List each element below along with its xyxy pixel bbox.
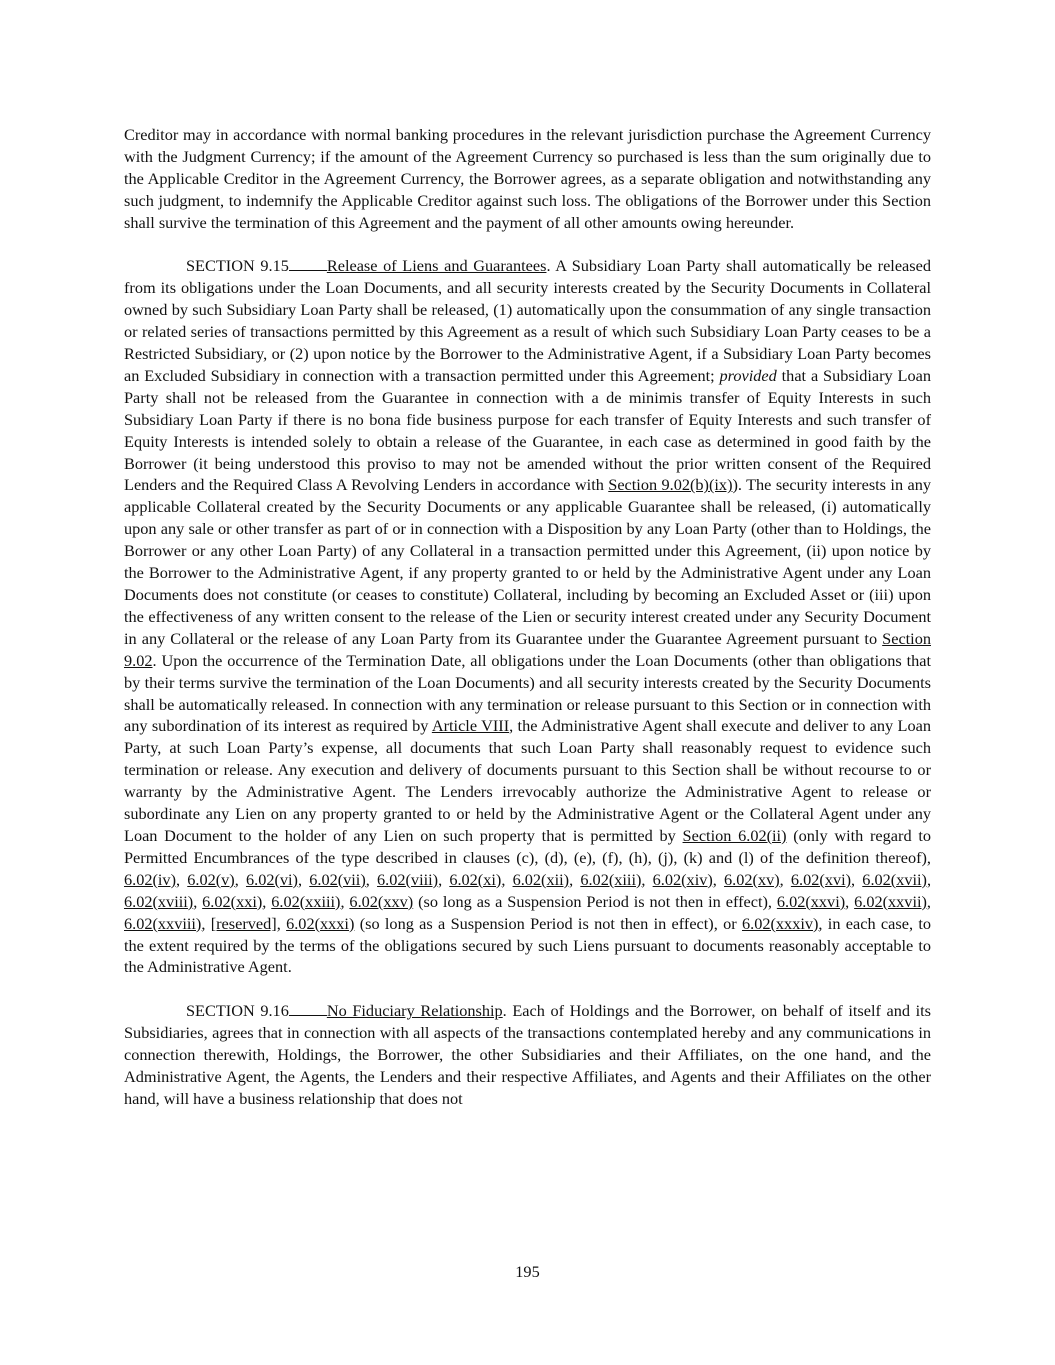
cross-reference-link: 6.02(xvii) [862,869,927,889]
cross-reference-link: [reserved] [210,913,277,933]
section-text: (so long as a Suspension Period is not then in effect), or [354,913,742,933]
page-number: 195 [515,1262,540,1281]
section-9-15-title: Release of Liens and Guarantees [326,256,547,276]
section-text: , in each case, to the extent required by the terms of the obligations secured by such Liens pursuant to documents reasonably acceptable to the Administrative Agent. [124,913,931,977]
cross-reference-link: 6.02(xi) [449,869,502,889]
cross-reference-link: 6.02(xxvii) [854,891,927,911]
provided-term: provided [719,365,777,385]
paragraph-judgment-currency: Creditor may in accordance with normal banking procedures in the relevant jurisdiction purchase the Agreement Currency with the Judgment Currency; if the amount of the Agreement Currency so purchased is less than the sum originally due to the Applicable Creditor in the Agreement Currency, the Borrower agrees, as a separate obligation and notwithstanding any such judgment, to indemnify the Applicable Creditor against such loss. The obligations of the Borrower under this Section shall survive the termination of this Agreement and the payment of all other amounts owing hereunder. [124,125,931,232]
cross-reference-link: 6.02(viii) [377,869,439,889]
cross-reference-link: 6.02(xxi) [202,891,263,911]
section-text: . A Subsidiary Loan Party shall automatically be released from its obligations under the Loan Documents, and all security interests created by the Security Documents in Collateral owned by such Subsidiary Loan Party shall be released, (1) automatically upon the consummation of any single transaction or related series of transactions permitted by this Agreement as a result of which such Subsidiary Loan Party ceases to be a Restricted Subsidiary, or (2) upon notice by the Borrower to the Administrative Agent, if a Subsidiary Loan Party becomes an Excluded Subsidiary in connection with a transaction permitted under this Agreement; [124,256,931,385]
cross-reference-link: 6.02(xviii) [124,891,194,911]
section-gap [289,1000,327,1016]
cross-reference-link: Article VIII [431,716,510,736]
section-gap [289,255,327,271]
document-page [124,124,931,1132]
section-9-16-number: SECTION 9.16 [186,1001,289,1021]
section-text: . Upon the occurrence of the Termination Date, all obligations under the Loan Documents (other than obligations that by their terms survive the termination of the Loan Documents) and all security interests created by the Security Documents shall be automatically released. In connection with any termination or release pursuant to this Section or in connection with any subordination of its interest as required by [124,650,931,736]
cross-reference-link: 6.02(xxviii) [124,913,202,933]
cross-reference-link: 6.02(xxiii) [271,891,341,911]
cross-reference-link: 6.02(vii) [309,869,366,889]
cross-reference-link: Section 9.02 [124,628,931,670]
cross-reference-link: Section 6.02(ii) [682,825,787,845]
section-text: . Each of Holdings and the Borrower, on behalf of itself and its Subsidiaries, agrees that in connection with all aspects of the transactions contemplated hereby and any communications in connection therewith, Holdings, the Borrower, the other Subsidiaries and their Affiliates, on the one hand, and the Administrative Agent, the Agents, the Lenders and their respective Affiliates, and Agents and their Affiliates on the other hand, will have a business relationship that does not [124,1001,931,1108]
section-9-16 [124,1000,931,1110]
section-text: (so long as a Suspension Period is not then in effect), [413,891,777,911]
cross-reference-link: 6.02(xiv) [652,869,713,889]
cross-reference-link: 6.02(xvi) [790,869,852,889]
cross-reference-link: 6.02(vi) [245,869,298,889]
section-text: ). The security interests in any applicable Collateral created by the Security Documents or any applicable Guarantee shall be released, (i) automatically upon any sale or other transfer as part of or in connection with a Disposition by any Loan Party (other than to Holdings, the Borrower or any other Loan Party) of any Collateral in a transaction permitted under this Agreement, (ii) upon notice by the Borrower to the Administrative Agent, if any property granted to or held by the Administrative Agent under any Loan Documents does not constitute (or ceases to constitute) Collateral, including by becoming an Excluded Asset or (iii) upon the effectiveness of any written consent to the release of the Lien or security interest created under any Security Document in any Collateral or the release of any Loan Party from its Guarantee under the Guarantee Agreement pursuant to [124,475,931,648]
section-9-16-title: No Fiduciary Relationship [326,1001,503,1021]
cross-reference-link: 6.02(xxxi) [286,913,355,933]
cross-reference-link: 6.02(iv) [124,869,176,889]
cross-reference-link: 6.02(v) [187,869,235,889]
cross-reference-link: Section 9.02(b)(ix) [608,475,733,495]
cross-reference-link: 6.02(xii) [512,869,570,889]
cross-reference-link: 6.02(xxvi) [776,891,846,911]
section-text: , the Administrative Agent shall execute and deliver to any Loan Party, at such Loan Party’s expense, all documents that such Loan Party shall reasonably request to evidence such termination or release. Any execution and delivery of documents pursuant to this Section shall be without recourse to or warranty by the Administrative Agent. The Lenders irrevocably authorize the Administrative Agent to release or subordinate any Lien on any property granted to or held by the Administrative Agent or the Collateral Agent under any Loan Document to the holder of any Lien on such property that is permitted by [124,716,931,845]
section-9-15: SECTION 9.15 Release of Liens and Guarantees. A Subsidiary Loan Party shall automatically be released from its obligations under the Loan Documents, and all security interests created by the Security Documents in Collateral owned by such Subsidiary Loan Party shall be released, (1) automatically upon the consummation of any single transaction or related series of transactions permitted by this Agreement as a result of which such Subsidiary Loan Party ceases to be a Restricted Subsidiary, or (2) upon notice by the Borrower to the Administrative Agent, if a Subsidiary Loan Party becomes an Excluded Subsidiary in connection with a transaction permitted under this Agreement; provided that a Subsidiary Loan Party shall not be released from the Guarantee in connection with a de minimis transfer of Equity Interests in such Subsidiary Loan Party if there is no bona fide business purpose for each transfer of Equity Interests and such transfer of Equity Interests is intended solely to obtain a release of the Guarantee, in each case as determined in good faith by the Borrower (it being understood this proviso to may not be amended without the prior written consent of the Required Lenders and the Required Class A Revolving Lenders in accordance with Section 9.02(b)(ix)). The security interests in any applicable Collateral created by the Security Documents or any applicable Guarantee shall be released, (i) automatically upon any sale or other transfer as part of or in connection with a Disposition by any Loan Party (other than to Holdings, the Borrower or any other Loan Party) of any Collateral in a transaction permitted under this Agreement, (ii) upon notice by the Borrower to the Administrative Agent, if any property granted to or held by the Administrative Agent under any Loan Documents does not constitute (or ceases to constitute) Collateral, including by becoming an Excluded Asset or (iii) upon the effectiveness of any written consent to the release of the Lien or security interest created under any Security Document in any Collateral or the release of any Loan Party from its Guarantee under the Guarantee Agreement pursuant to Section 9.02. Upon the occurrence of the Termination Date, all obligations under the Loan Documents (other than obligations that by their terms survive the termination of the Loan Documents) and all security interests created by the Security Documents shall be automatically released. In connection with any termination or release pursuant to this Section or in connection with any subordination of its interest as required by Article VIII, the Administrative Agent shall execute and deliver to any Loan Party, at such Loan Party’s expense, all documents that such Loan Party shall reasonably request to evidence such termination or release. Any execution and delivery of documents pursuant to this Section shall be without recourse to or warranty by the Administrative Agent. The Lenders irrevocably authorize the Administrative Agent to release or subordinate any Lien on any property granted to or held by the Administrative Agent or the Collateral Agent under any Loan Document to the holder of any Lien on such property that is permitted by Section 6.02(ii) (only with regard to Permitted Encumbrances of the type described in clauses (c), (d), (e), (f), (h), (j), (k) and (l) of the definition thereof), 6.02(iv), 6.02(v), 6.02(vi), 6.02(vii), 6.02(viii), 6.02(xi), 6.02(xii), 6.02(xiii), 6.02(xiv), 6.02(xv), 6.02(xvi), 6.02(xvii), 6.02(xviii), 6.02(xxi), 6.02(xxiii), 6.02(xxv) (so long as a Suspension Period is not then in effect), 6.02(xxvi), 6.02(xxvii), 6.02(xxviii), [reserved], 6.02(xxxi) (so long as a Suspension Period is not then in effect), or 6.02(xxxiv), in each case, to the extent required by the terms of the obligations secured by such Liens pursuant to documents reasonably acceptable to the Administrative Agent. [124,256,932,977]
cross-reference-link: 6.02(xxv) [349,891,414,911]
cross-reference-link: 6.02(xxxiv) [742,913,819,933]
section-text: (only with regard to Permitted Encumbrances of the type described in clauses (c), (d), (e), (f), (h), (j), (k) and (l) of the definition thereof), [124,825,931,867]
section-text: that a Subsidiary Loan Party shall not be released from the Guarantee in connection with a de minimis transfer of Equity Interests in such Subsidiary Loan Party if there is no bona fide business purpose for each transfer of Equity Interests and such transfer of Equity Interests is intended solely to obtain a release of the Guarantee, in each case as determined in good faith by the Borrower (it being understood this proviso to may not be amended without the prior written consent of the Required Lenders and the Required Class A Revolving Lenders in accordance with [124,365,931,495]
cross-reference-link: 6.02(xv) [724,869,780,889]
cross-reference-link: 6.02(xiii) [580,869,642,889]
section-9-15-number: SECTION 9.15 [186,256,289,276]
